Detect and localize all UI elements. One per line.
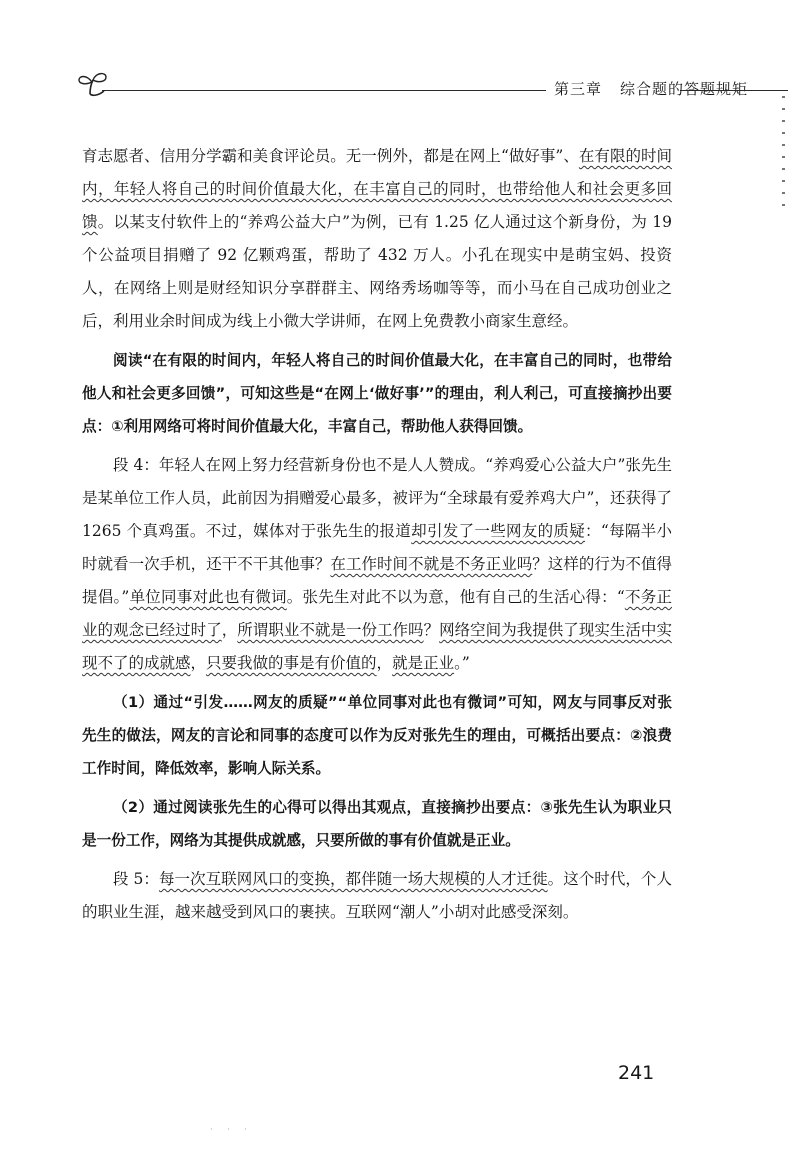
analysis-paragraph-1: 阅读“在有限的时间内，年轻人将自己的时间价值最大化，在丰富自己的同时，也带给他人和社会更多回馈”，可知这些是“在网上‘做好事’”的理由，利人利己，可直接摘抄出要点：①利用网络可将时间价值最大化，丰富自己，帮助他人获得回馈。 [82, 352, 672, 435]
paragraph-1: 育志愿者、信用分学霸和美食评论员。无一例外，都是在网上“做好事”、在有限的时间内，年轻人将自己的时间价值最大化，在丰富自己的同时，也带给他人和社会更多回馈。以某支付软件上的“养鸡公益大户”为例，已有 1.25 亿人通过这个新身份，为 19 个公益项目捐赠了 92 亿颗鸡蛋，帮助了 432 万人。小孔在现实中是萌宝妈、投资人，在网络上则是财经知识分享群群主、网络秀场咖等等，而小马在自己成功创业之后，利用业余时间成为线上小微大学讲师，在网上免费教小商家生意经。 [82, 147, 672, 330]
chapter-title: 综合题的答题规矩 [620, 80, 749, 98]
paragraph-segment-4: 段 4：年轻人在网上努力经营新身份也不是人人赞成。“养鸡爱心公益大户”张先生是某单位工作人员，此前因为捐赠爱心最多，被评为“全球最有爱养鸡大户”，还获得了 1265 个真鸡蛋。不过，媒体对于张先生的报道却引发了一些网友的质疑：“每隔半小时就看一次手机，还干不干其他事？在工作时间不就是不务正业吗？这样的行为不值得提倡。”单位同事对此也有微词。张先生对此不以为意，他有自己的生活心得：“不务正业的观念已经过时了，所谓职业不就是一份工作吗？网络空间为我提供了现实生活中实现不了的成就感，只要我做的事是有价值的，就是正业。” [82, 456, 672, 672]
underlined-phrase: 每一次互联网风口的变换，都伴随一场大规模的人才迁徙 [158, 870, 548, 888]
underlined-phrase: 在工作时间不就是不务正业吗 [330, 555, 533, 573]
page-number: 241 [618, 1062, 655, 1084]
analysis-paragraph-2: （1）通过“引发……网友的质疑”“单位同事对此也有微词”可知，网友与同事反对张先生的做法，网友的言论和同事的态度可以作为反对张先生的理由，可概括出要点：②浪费工作时间，降低效率，影响人际关系。 [82, 694, 672, 777]
scan-specks: · · · [210, 1125, 253, 1134]
underlined-phrase: 在有限的时间内，年轻人将自己的时间价值最大化，在丰富自己的同时，也带给他人和社会更多回馈 [82, 147, 672, 231]
paragraph-segment-5: 段 5：每一次互联网风口的变换，都伴随一场大规模的人才迁徙。这个时代，个人的职业生涯，越来越受到风口的裹挟。互联网“潮人”小胡对此感受深刻。 [82, 870, 672, 921]
header-rule-left [102, 90, 546, 91]
underlined-phrase: 单位同事对此也有微词 [129, 588, 287, 606]
underlined-phrase: 却引发了一些网友的质疑 [411, 522, 586, 540]
body-text [82, 140, 672, 929]
chapter-heading [554, 78, 748, 99]
underlined-phrase: 就是正业 [392, 654, 455, 672]
underlined-phrase: 所谓职业不就是一份工作吗 [237, 621, 424, 639]
chapter-number: 第三章 [554, 80, 603, 98]
underlined-phrase: 只要我做的事是有价值的 [206, 654, 377, 672]
underlined-phrase: 网络空间为我提供了现实生活中实现不了的成就感 [82, 621, 672, 672]
underlined-phrase: 不务正业的观念已经过时了 [82, 588, 672, 639]
page-edge-marks [782, 96, 786, 216]
sprout-icon [76, 70, 110, 100]
running-header [76, 70, 788, 106]
header-rule-right [680, 90, 788, 91]
analysis-paragraph-3: （2）通过阅读张先生的心得可以得出其观点，直接摘抄出要点：③张先生认为职业只是一份工作，网络为其提供成就感，只要所做的事有价值就是正业。 [82, 799, 672, 849]
